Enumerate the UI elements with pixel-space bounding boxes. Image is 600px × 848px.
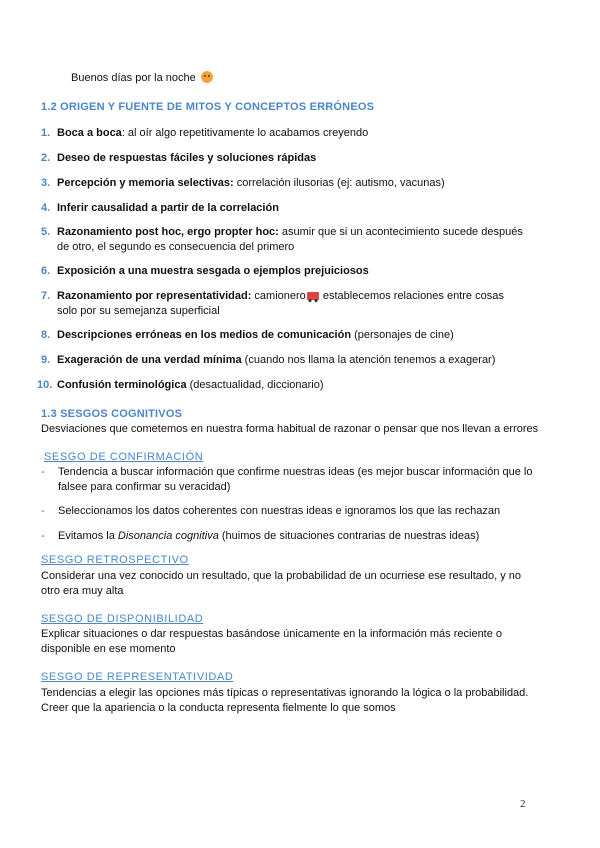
sesgo-representatividad-text-2: Creer que la apariencia o la conducta representa fielmente lo que somos [41, 702, 396, 714]
page-number: 2 [520, 798, 526, 810]
bullet-dash: - [41, 466, 45, 478]
item-text: : al oír algo repetitivamente lo acabamos creyendo [121, 127, 369, 139]
bullet-emphasis: Disonancia cognitiva [117, 530, 219, 542]
list-item [41, 264, 541, 279]
item-bold: Exposición a una muestra sesgada o ejemplos prejuiciosos [57, 265, 369, 277]
bullet-item [41, 465, 541, 495]
list-number: 8. [41, 329, 51, 341]
list-number: 2. [41, 152, 51, 164]
item-bold: Inferir causalidad a partir de la correlación [57, 202, 279, 214]
list-number: 4. [41, 202, 51, 214]
item-text: (cuando nos llama la atención tenemos a exagerar) [241, 354, 496, 366]
item-bold: Razonamiento por representatividad: [57, 290, 252, 302]
item-bold: Deseo de respuestas fáciles y soluciones rápidas [57, 152, 317, 164]
item-bold: Descripciones erróneas en los medios de comunicación [57, 329, 352, 341]
truck-icon [307, 292, 319, 300]
sesgo-disponibilidad-title[interactable]: SESGO DE DISPONIBILIDAD [41, 613, 204, 625]
list-item [41, 201, 541, 216]
item-text: (desactualidad, diccionario) [186, 379, 324, 391]
bullet-text: Seleccionamos los datos coherentes con nuestras ideas e ignoramos los que las rechazan [58, 505, 501, 517]
list-number: 1. [41, 127, 51, 139]
sesgo-disponibilidad-text: Explicar situaciones o dar respuestas basándose únicamente en la información más reciente o disponible en ese momento [41, 628, 503, 655]
list-item [41, 328, 541, 343]
sesgo-retrospectivo-title[interactable]: SESGO RETROSPECTIVO [41, 554, 189, 566]
section-heading-1-3: 1.3 SESGOS COGNITIVOS [41, 408, 183, 420]
item-bold: Razonamiento post hoc, ergo propter hoc: [57, 226, 279, 238]
bullet-item [41, 504, 561, 519]
bullet-dash: - [41, 530, 45, 542]
list-item [41, 151, 541, 166]
greeting-text: Buenos días por la noche [71, 72, 196, 84]
smiling-face-icon [201, 71, 213, 83]
item-bold: Exageración de una verdad mínima [57, 354, 242, 366]
sesgo-representatividad-text-1: Tendencias a elegir las opciones más típicas o representativas ignorando la lógica o la probabilidad. [41, 687, 529, 699]
sesgo-retrospectivo-text: Considerar una vez conocido un resultado, que la probabilidad de un ocurriese ese resultado, y no otro era muy alta [41, 570, 522, 597]
list-number: 5. [41, 226, 51, 238]
list-item [37, 378, 537, 393]
sesgo-confirmacion-title[interactable]: SESGO DE CONFIRMACIÓN [44, 451, 204, 463]
item-text: correlación ilusorias (ej: autismo, vacunas) [233, 177, 445, 189]
bullet-text: Evitamos la [58, 530, 118, 542]
sesgo-representatividad-title[interactable]: SESGO DE REPRESENTATIVIDAD [41, 671, 234, 683]
item-text: camionero [251, 290, 306, 302]
list-number: 9. [41, 354, 51, 366]
list-number: 10. [37, 379, 53, 391]
item-text: asumir que si un acontecimiento sucede después de otro, el segundo es consecuencia del primero [57, 226, 523, 253]
list-item [41, 225, 531, 255]
item-text: (personajes de cine) [351, 329, 454, 341]
bullet-text: (huimos de situaciones contrarias de nuestras ideas) [218, 530, 480, 542]
list-item [41, 176, 541, 191]
list-number: 7. [41, 290, 51, 302]
list-number: 3. [41, 177, 51, 189]
bullet-text: Tendencia a buscar información que confirme nuestras ideas (es mejor buscar información que lo falsee para confirmar su veracidad) [58, 466, 533, 493]
bullet-dash: - [41, 505, 45, 517]
list-item [41, 126, 541, 141]
greeting-line [71, 71, 213, 84]
list-item [41, 353, 541, 368]
item-bold: Percepción y memoria selectivas: [57, 177, 234, 189]
section-heading-1-2: 1.2 ORIGEN Y FUENTE DE MITOS Y CONCEPTOS ERRÓNEOS [41, 101, 375, 113]
list-number: 6. [41, 265, 51, 277]
list-item [41, 289, 516, 319]
item-bold: Confusión terminológica [57, 379, 187, 391]
item-bold: Boca a boca [57, 127, 122, 139]
item-text: establecemos relaciones entre cosas solo por su semejanza superficial [57, 290, 504, 317]
section-intro: Desviaciones que cometemos en nuestra forma habitual de razonar o pensar que nos llevan a errores [41, 423, 539, 435]
bullet-item [41, 529, 561, 544]
